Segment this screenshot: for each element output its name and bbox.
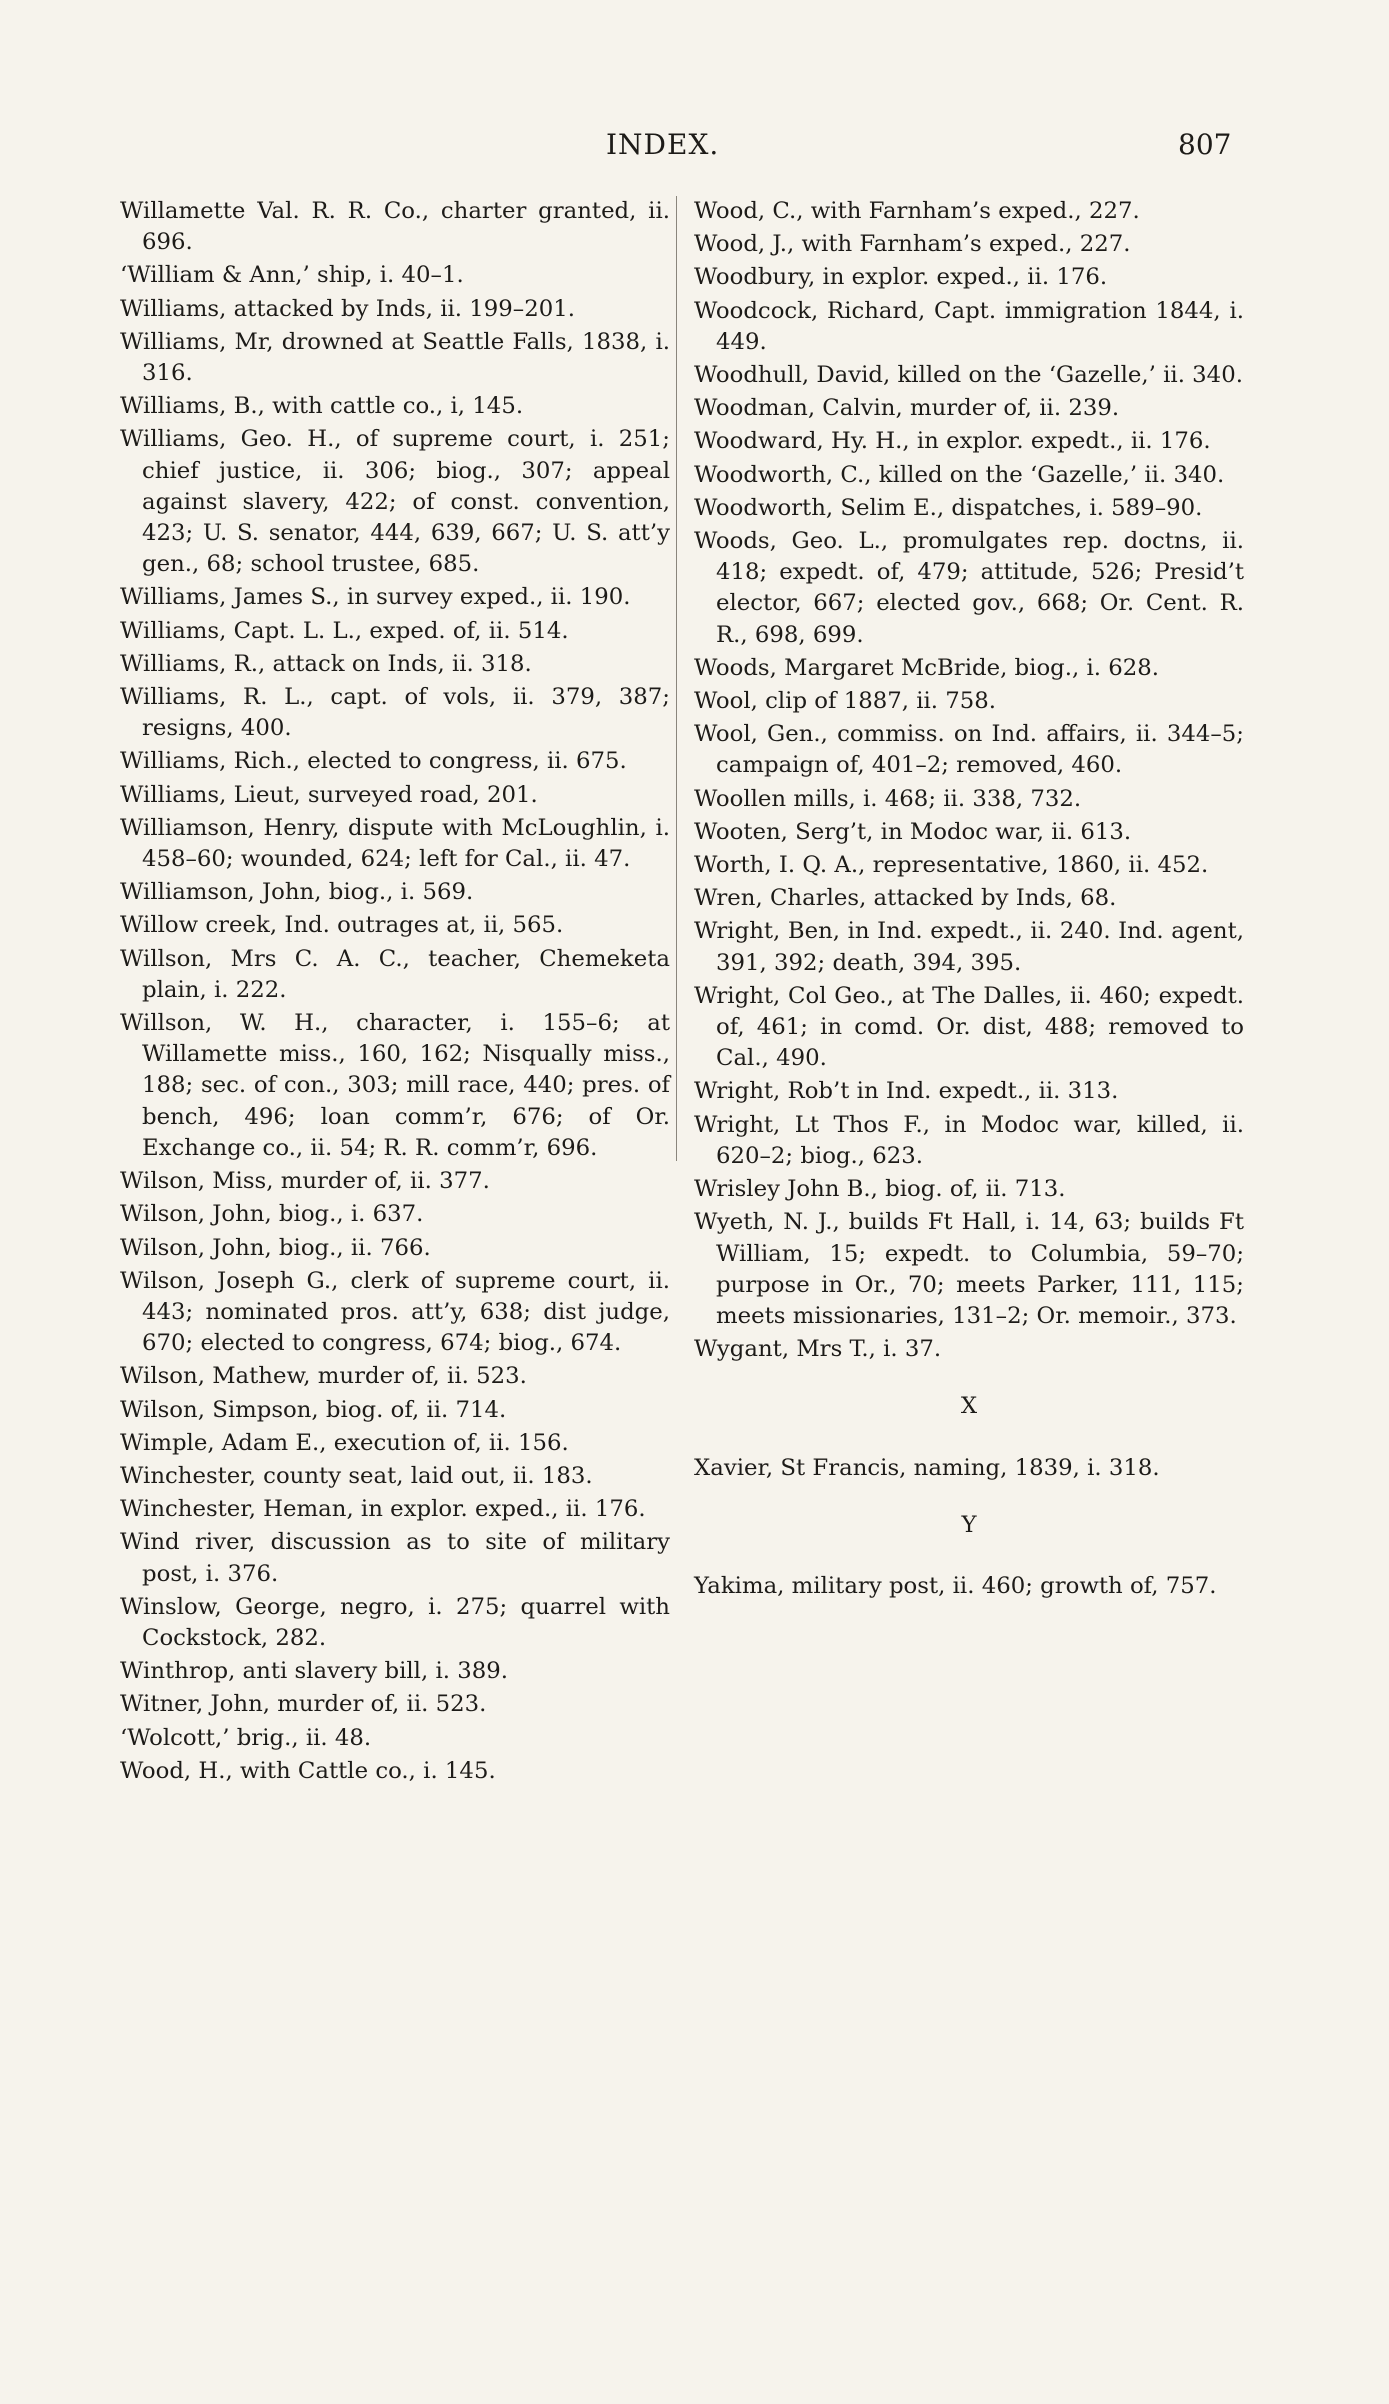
index-entry: Winthrop, anti slavery bill, i. 389.	[120, 1658, 509, 1685]
index-entry: Willson, Mrs C. A. C., teacher, Chemeketa plain, i. 222.	[120, 945, 670, 1003]
index-entry: Yakima, military post, ii. 460; growth of, 757.	[694, 1572, 1217, 1599]
index-entry: Woodbury, in explor. exped., ii. 176.	[694, 264, 1108, 291]
index-entry: Woollen mills, i. 468; ii. 338, 732.	[694, 785, 1082, 812]
index-entry: Williamson, John, biog., i. 569.	[120, 879, 474, 906]
index-entry: Williamson, Henry, dispute with McLoughlin, i. 458–60; wounded, 624; left for Cal., ii. 47.	[120, 814, 670, 873]
index-entry: Williams, Capt. L. L., exped. of, ii. 514.	[120, 617, 569, 644]
index-entry: Woods, Margaret McBride, biog., i. 628.	[694, 654, 1160, 681]
index-entry: Williams, B., with cattle co., i, 145.	[120, 393, 524, 420]
index-entry: Wooten, Serg’t, in Modoc war, ii. 613.	[694, 818, 1132, 845]
index-entry: Wright, Ben, in Ind. expedt., ii. 240. Ind. agent, 391, 392; death, 394, 395.	[694, 918, 1244, 976]
index-entry: Woodhull, David, killed on the ‘Gazelle,’ ii. 340.	[694, 362, 1243, 389]
index-entry: Wygant, Mrs T., i. 37.	[694, 1336, 942, 1363]
index-entry: Wilson, Miss, murder of, ii. 377.	[120, 1168, 490, 1195]
index-column-left	[120, 196, 670, 1789]
index-entry: Xavier, St Francis, naming, 1839, i. 318.	[694, 1454, 1160, 1481]
index-entry: Williams, Rich., elected to congress, ii. 675.	[120, 748, 627, 775]
index-entry: Williams, Mr, drowned at Seattle Falls, 1838, i. 316.	[120, 328, 670, 387]
index-entry: Winchester, county seat, laid out, ii. 183.	[120, 1462, 593, 1489]
index-entry: Woodcock, Richard, Capt. immigration 1844, i. 449.	[694, 297, 1244, 355]
index-entry: Williams, James S., in survey exped., ii. 190.	[120, 584, 631, 611]
index-entry: Woodworth, C., killed on the ‘Gazelle,’ ii. 340.	[694, 461, 1225, 488]
index-entry: Williams, R., attack on Inds, ii. 318.	[120, 650, 532, 677]
index-entry: ‘Wolcott,’ brig., ii. 48.	[120, 1724, 372, 1751]
index-entry: Wren, Charles, attacked by Inds, 68.	[694, 885, 1117, 912]
page-title: INDEX.	[606, 128, 720, 161]
index-entry: Williams, Lieut, surveyed road, 201.	[120, 781, 538, 808]
index-entry: ‘William & Ann,’ ship, i. 40–1.	[120, 262, 464, 289]
index-entry: Wool, clip of 1887, ii. 758.	[694, 688, 997, 715]
index-entry: Willamette Val. R. R. Co., charter granted, ii. 696.	[120, 198, 670, 256]
index-entry: Willow creek, Ind. outrages at, ii, 565.	[120, 912, 564, 939]
index-entry: Wilson, Mathew, murder of, ii. 523.	[120, 1363, 527, 1390]
section-letter-y: Y	[961, 1511, 977, 1538]
index-entry: Williams, Geo. H., of supreme court, i. 251; chief justice, ii. 306; biog., 307; appeal against slavery, 422; of const. convention, 423; U. S. senator, 444, 639, 667; U. S. att’y gen., 68; school trustee, 685.	[120, 426, 670, 578]
index-entry: Wood, J., with Farnham’s exped., 227.	[694, 231, 1131, 258]
index-entry: Wilson, John, biog., ii. 766.	[120, 1234, 431, 1261]
index-entry: Wool, Gen., commiss. on Ind. affairs, ii. 344–5; campaign of, 401–2; removed, 460.	[694, 721, 1244, 779]
index-entry: Winchester, Heman, in explor. exped., ii. 176.	[120, 1496, 646, 1523]
index-entry: Woodward, Hy. H., in explor. expedt., ii. 176.	[694, 428, 1211, 455]
index-entry: Worth, I. Q. A., representative, 1860, ii. 452.	[694, 852, 1209, 879]
index-entry: Wind river, discussion as to site of military post, i. 376.	[120, 1529, 670, 1587]
index-entry: Williams, R. L., capt. of vols, ii. 379, 387; resigns, 400.	[120, 684, 670, 742]
index-entry: Winslow, George, negro, i. 275; quarrel with Cockstock, 282.	[120, 1593, 670, 1651]
index-entry: Wilson, Simpson, biog. of, ii. 714.	[120, 1396, 507, 1423]
index-entry: Willson, W. H., character, i. 155–6; at Willamette miss., 160, 162; Nisqually miss., 188; sec. of con., 303; mill race, 440; pres. of bench, 496; loan comm’r, 676; of Or. Exchange co., ii. 54; R. R. comm’r, 696.	[120, 1010, 670, 1161]
index-entry: Woodworth, Selim E., dispatches, i. 589–90.	[694, 494, 1203, 521]
index-entry: Wood, C., with Farnham’s exped., 227.	[694, 198, 1140, 224]
column-divider	[676, 196, 677, 1161]
index-entry: Wright, Rob’t in Ind. expedt., ii. 313.	[694, 1078, 1119, 1105]
section-letter-x: X	[960, 1393, 978, 1420]
page-number: 807	[1178, 128, 1232, 161]
index-entry: Wilson, Joseph G., clerk of supreme court, ii. 443; nominated pros. att’y, 638; dist judge, 670; elected to congress, 674; biog., 674.	[120, 1267, 670, 1357]
index-entry: Wilson, John, biog., i. 637.	[120, 1201, 424, 1228]
index-entry: Woodman, Calvin, murder of, ii. 239.	[694, 395, 1120, 422]
index-entry: Woods, Geo. L., promulgates rep. doctns, ii. 418; expedt. of, 479; attitude, 526; Presid’t elector, 667; elected gov., 668; Or. Cent. R. R., 698, 699.	[694, 528, 1244, 648]
index-entry: Wimple, Adam E., execution of, ii. 156.	[120, 1429, 569, 1456]
index-entry: Wyeth, N. J., builds Ft Hall, i. 14, 63; builds Ft William, 15; expedt. to Columbia, 59–70; purpose in Or., 70; meets Parker, 111, 115; meets missionaries, 131–2; Or. memoir., 373.	[694, 1209, 1244, 1329]
index-entry: Wright, Lt Thos F., in Modoc war, killed, ii. 620–2; biog., 623.	[694, 1111, 1244, 1169]
index-entry: Wright, Col Geo., at The Dalles, ii. 460; expedt. of, 461; in comd. Or. dist, 488; removed to Cal., 490.	[694, 982, 1244, 1072]
index-entry: Wood, H., with Cattle co., i. 145.	[120, 1757, 496, 1784]
index-entry: Wrisley John B., biog. of, ii. 713.	[694, 1176, 1066, 1203]
index-column-right	[694, 196, 1244, 1604]
index-entry: Witner, John, murder of, ii. 523.	[120, 1691, 487, 1718]
index-entry: Williams, attacked by Inds, ii. 199–201.	[120, 295, 575, 322]
